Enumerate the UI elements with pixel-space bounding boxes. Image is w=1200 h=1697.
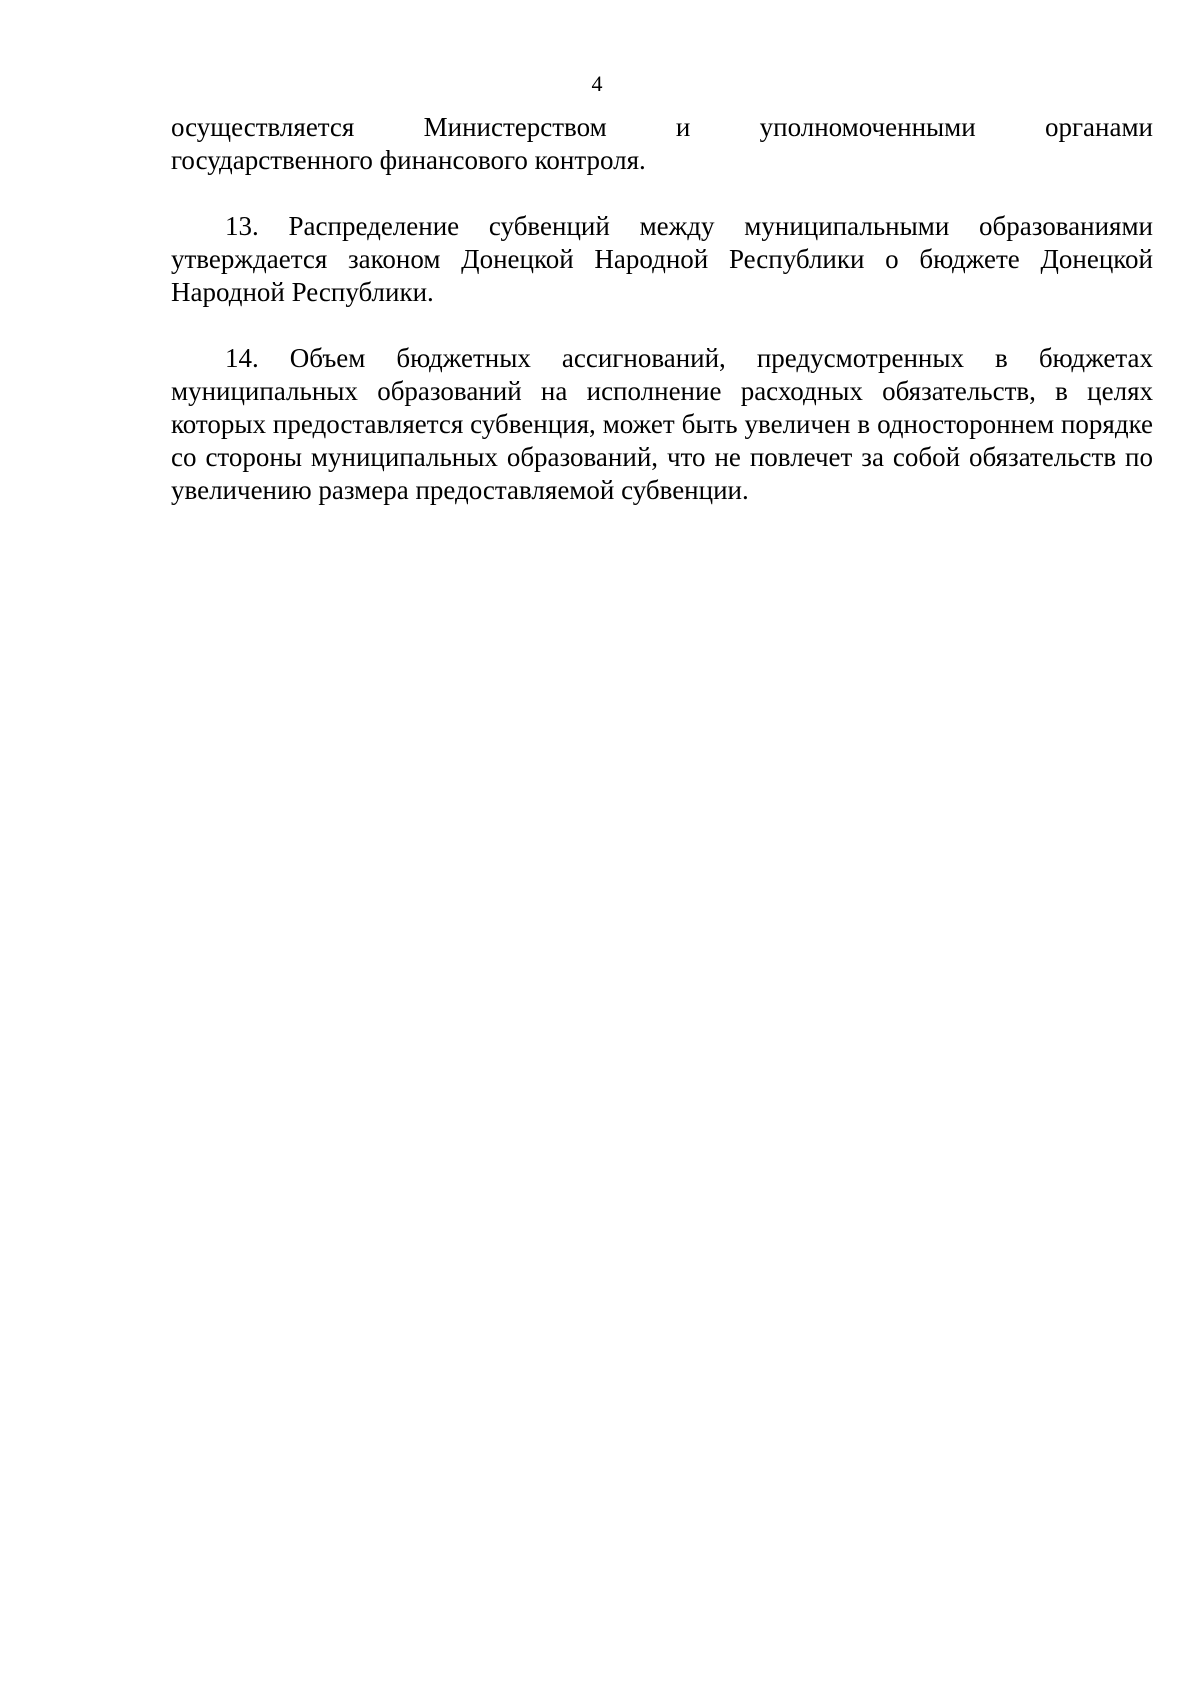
paragraph-gap — [171, 177, 1153, 210]
page-number: 4 — [591, 71, 603, 96]
paragraph-14: 14. Объем бюджетных ассигнований, предусмотренных в бюджетах муниципальных образований на исполнение расходных обязательств, в целях которых предоставляется субвенция, может быть увеличен в одностороннем порядке со стороны муниципальных образований, что не повлечет за собой обязательств по увеличению размера предоставляемой субвенции. — [171, 343, 1153, 505]
paragraph-gap — [171, 309, 1153, 342]
paragraph-continuation-line-2: государственного финансового контроля. — [171, 145, 646, 175]
paragraph-continuation — [171, 111, 1153, 177]
paragraph-continuation-line-1: осуществляется Министерством и уполномоченными органами — [171, 112, 1153, 142]
document-body — [171, 111, 1153, 507]
paragraph-13: 13. Распределение субвенций между муниципальными образованиями утверждается законом Донецкой Народной Республики о бюджете Донецкой Народной Республики. — [171, 211, 1153, 307]
